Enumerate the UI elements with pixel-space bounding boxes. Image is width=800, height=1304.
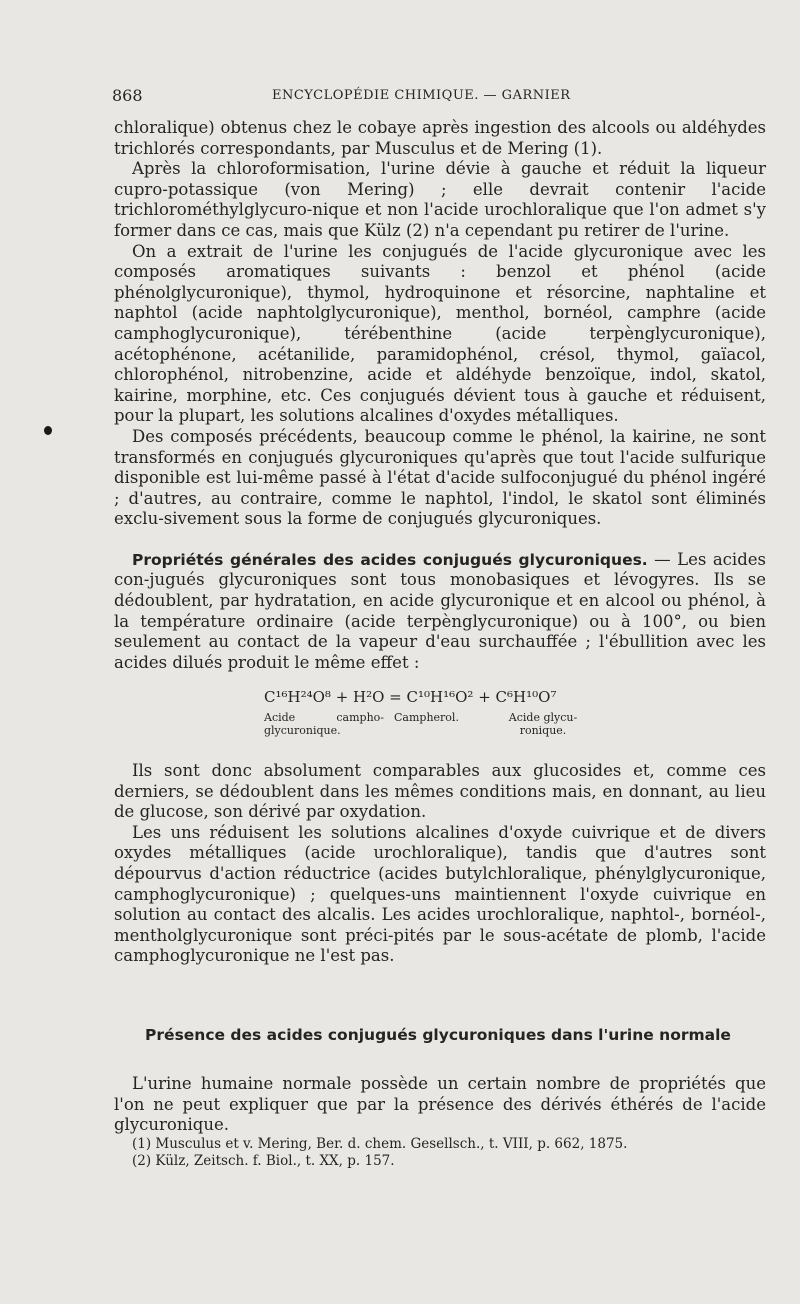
equation-label-product-1: Campherol. [394,711,459,725]
page-header [112,86,592,106]
chemical-equation [114,687,766,741]
final-text [114,1074,766,1136]
equation-line: C¹⁶H²⁴O⁸ + H²O = C¹⁰H¹⁶O² + C⁶H¹⁰O⁷ [264,688,557,707]
paragraph-5: Ils sont donc absolument comparables aux glucosides et, comme ces derniers, se dédoublent dans les mêmes conditions mais, en donnant, au lieu de glucose, son dérivé par oxydation. [114,761,766,822]
footnotes [132,1136,752,1170]
properties-title: Propriétés générales des acides conjugués glycuroniques. [132,550,648,569]
paragraph-4: Des composés précédents, beaucoup comme le phénol, la kairine, ne sont transformés en conjugués glycuroniques qu'après que tout l'acide sulfurique disponible est lui-même passé à l'état d'acide sulfoconjugué du phénol ingéré ; d'autres, au contraire, comme le naphtol, l'indol, le skatol sont éliminés exclu-sivement sous la forme de conjugués glycuroniques. [114,426,766,529]
paragraph-1: chloralique) obtenus chez le cobaye après ingestion des alcools ou aldéhydes trichlorés correspondants, par Musculus et de Mering (1). [114,118,766,158]
running-title: ENCYCLOPÉDIE CHIMIQUE. — GARNIER [272,88,571,103]
footnote-2: (2) Külz, Zeitsch. f. Biol., t. XX, p. 157. [132,1153,395,1169]
equation-label-product-2: Acide glycu-ronique. [508,711,578,738]
paragraph-2: Après la chloroformisation, l'urine dévie à gauche et réduit la liqueur cupro-potassique (von Mering) ; elle devrait contenir l'acide trichlorométhylglycuro-nique et non l'acide urochloralique que l'on admet s'y former dans ce cas, mais que Külz (2) n'a cependant pu retirer de l'urine. [114,159,766,240]
paragraph-6: Les uns réduisent les solutions alcalines d'oxyde cuivrique et de divers oxydes métalliques (acide urochloralique), tandis que d'autres sont dépourvus d'action réductrice (acides butylchloralique, phénylglycuronique, camphoglycuronique) ; quelques-uns maintiennent l'oxyde cuivrique en solution au contact des alcalis. Les acides urochloralique, naphtol-, bornéol-, mentholglycuronique sont préci-pités par le sous-acétate de plomb, l'acide camphoglycuronique ne l'est pas. [114,822,766,966]
page-number: 868 [112,86,143,105]
properties-paragraph [114,550,766,674]
properties-text: — Les acides con-jugués glycuroniques sont tous monobasiques et lévogyres. Ils se dédoublent, par hydratation, en acide glycuronique et en alcool ou phénol, à la température ordinaire (acide terpènglycuronique) ou à 100°, ou bien seulement au contact de la vapeur d'eau surchauffée ; l'ébullition avec les acides dilués produit le même effet : [114,549,766,672]
equation-label-reactant: Acide campho-glycuronique. [264,711,384,738]
paragraph-7: L'urine humaine normale possède un certain nombre de propriétés que l'on ne peut expliquer que par la présence des dérivés éthérés de l'acide glycuronique. [114,1074,766,1135]
equation-labels [264,711,766,741]
footnote-1: (1) Musculus et v. Mering, Ber. d. chem. Gesellsch., t. VIII, p. 662, 1875. [132,1136,628,1152]
paragraph-3: On a extrait de l'urine les conjugués de l'acide glycuronique avec les composés aromatiques suivants : benzol et phénol (acide phénolglycuronique), thymol, hydroquinone et résorcine, naphtaline et naphtol (acide naphtolglycuronique), menthol, bornéol, camphre (acide camphoglycuronique), térébenthine (acide terpènglycuronique), acétophénone, acétanilide, paramidophénol, crésol, thymol, gaïacol, chlorophénol, nitrobenzine, acide et aldéhyde benzoïque, indol, skatol, kairine, morphine, etc. Ces conjugués dévient tous à gauche et réduisent, pour la plupart, les solutions alcalines d'oxydes métalliques. [114,241,766,426]
section-heading: Présence des acides conjugués glycuroniques dans l'urine normale [145,1026,731,1044]
margin-mark [44,426,52,435]
body-text [114,118,766,967]
